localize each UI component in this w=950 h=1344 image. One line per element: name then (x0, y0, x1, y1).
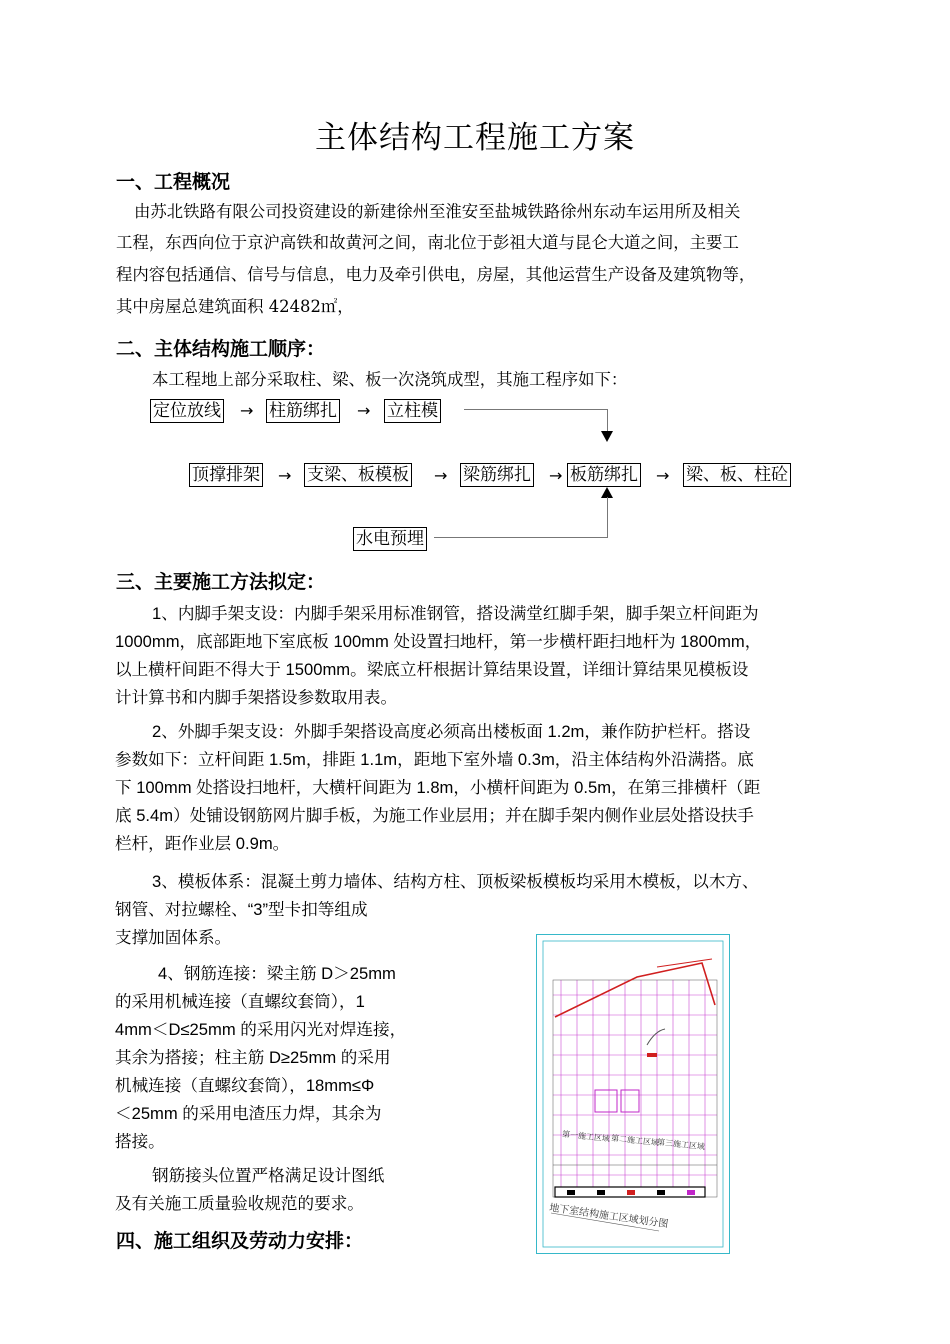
s3-p4-line-3: 4mm＜D≤25mm 的采用闪光对焊连接， (115, 1020, 407, 1039)
flow-step-slab-rebar: 板筋绑扎 (567, 463, 641, 487)
s3-p4-line-4: 其余为搭接；柱主筋 D≥25mm 的采用 (115, 1048, 391, 1067)
flow-arrow: → (357, 401, 371, 420)
flow-step-positioning: 定位放线 (150, 399, 224, 423)
section-4-heading: 四、施工组织及劳动力安排： (116, 1230, 364, 1252)
flow-step-column-rebar: 柱筋绑扎 (266, 399, 340, 423)
arrow-down-icon (601, 431, 613, 442)
zone-label-2: 第二施工区域 (610, 1133, 660, 1148)
section-1-heading: 一、工程概况 (116, 171, 231, 193)
flow-step-beam-slab-formwork: 支梁、板模板 (304, 463, 412, 487)
page-title: 主体结构工程施工方案 (315, 120, 635, 156)
s3-p2-line-5: 栏杆，距作业层 0.9m。 (115, 834, 290, 853)
drawing-caption: 地下室结构施工区域划分图 (548, 1202, 669, 1231)
s2-intro: 本工程地上部分采取柱、梁、板一次浇筑成型，其施工程序如下： (152, 370, 628, 389)
flow-step-concrete-pour: 梁、板、柱砼 (683, 463, 791, 487)
flow-arrow: → (278, 466, 292, 485)
s3-p3-line-3: 支撑加固体系。 (115, 928, 232, 947)
s3-p5-line-2: 及有关施工质量验收规范的要求。 (115, 1194, 364, 1213)
s1-line-3: 程内容包括通信、信号与信息，电力及牵引供电，房屋，其他运营生产设备及建筑物等， (116, 265, 756, 284)
s3-p4-line-1: 4、钢筋连接：梁主筋 D＞25mm (158, 964, 396, 983)
s3-p4-line-2: 的采用机械连接（直螺纹套筒），1 (115, 992, 365, 1011)
flow-step-beam-rebar: 梁筋绑扎 (460, 463, 534, 487)
zone-label-3: 第三施工区域 (656, 1137, 706, 1152)
flow-step-shoring-frame: 顶撑排架 (189, 463, 263, 487)
section-3-heading: 三、主要施工方法拟定： (116, 571, 326, 593)
s3-p3-line-1: 3、模板体系：混凝土剪力墙体、结构方柱、顶板梁板模板均采用木模板，以木方、 (152, 872, 759, 891)
s3-p4-line-5: 机械连接（直螺纹套筒），18mm≤Φ (115, 1076, 375, 1095)
s3-p2-line-1: 2、外脚手架支设：外脚手架搭设高度必须高出楼板面 1.2m，兼作防护栏杆。搭设 (152, 722, 751, 741)
s3-p1-line-1: 1、内脚手架支设：内脚手架采用标准钢管，搭设满堂红脚手架，脚手架立杆间距为 (152, 604, 759, 623)
s1-line-2: 工程，东西向位于京沪高铁和故黄河之间，南北位于彭祖大道与昆仑大道之间，主要工 (116, 233, 739, 252)
flow-connector-line (464, 409, 608, 410)
flow-arrow: → (240, 401, 254, 420)
s3-p4-line-7: 搭接。 (115, 1132, 165, 1151)
zone-label-1: 第一施工区域 (561, 1129, 611, 1144)
flow-arrow: → (549, 466, 563, 485)
flow-arrow: → (434, 466, 448, 485)
s1-line-4: 其中房屋总建筑面积 42482㎡， (116, 297, 354, 316)
s3-p3-line-2: 钢管、对拉螺栓、“3”型卡扣等组成 (115, 900, 368, 919)
flow-step-mep-embedding: 水电预埋 (353, 527, 427, 551)
s3-p4-line-6: ＜25mm 的采用电渣压力焊，其余为 (115, 1104, 382, 1123)
s3-p2-line-3: 下 100mm 处搭设扫地杆，大横杆间距为 1.8m，小横杆间距为 0.5m，在第三排横杆（距 (115, 778, 761, 797)
flow-step-column-formwork: 立柱模 (384, 399, 441, 423)
s3-p2-line-4: 底 5.4m）处铺设钢筋网片脚手板，为施工作业层用；并在脚手架内侧作业层处搭设扶手 (115, 806, 754, 825)
s3-p5-line-1: 钢筋接头位置严格满足设计图纸 (152, 1166, 385, 1185)
s3-p1-line-2: 1000mm，底部距地下室底板 100mm 处设置扫地杆，第一步横杆距扫地杆为 1800mm， (115, 632, 762, 651)
s3-p1-line-3: 以上横杆间距不得大于 1500mm。梁底立杆根据计算结果设置，详细计算结果见模板设 (115, 660, 749, 679)
flow-connector-line (607, 497, 608, 538)
s3-p2-line-2: 参数如下：立杆间距 1.5m，排距 1.1m，距地下室外墙 0.3m，沿主体结构外沿满搭。底 (115, 750, 754, 769)
section-2-heading: 二、主体结构施工顺序： (116, 338, 326, 360)
flow-arrow: → (656, 466, 670, 485)
s1-line-1: 由苏北铁路有限公司投资建设的新建徐州至淮安至盐城铁路徐州东动车运用所及相关 (134, 202, 741, 221)
basement-zoning-drawing (536, 934, 730, 1254)
flow-connector-line (434, 537, 608, 538)
s3-p1-line-4: 计计算书和内脚手架搭设参数取用表。 (115, 688, 398, 707)
